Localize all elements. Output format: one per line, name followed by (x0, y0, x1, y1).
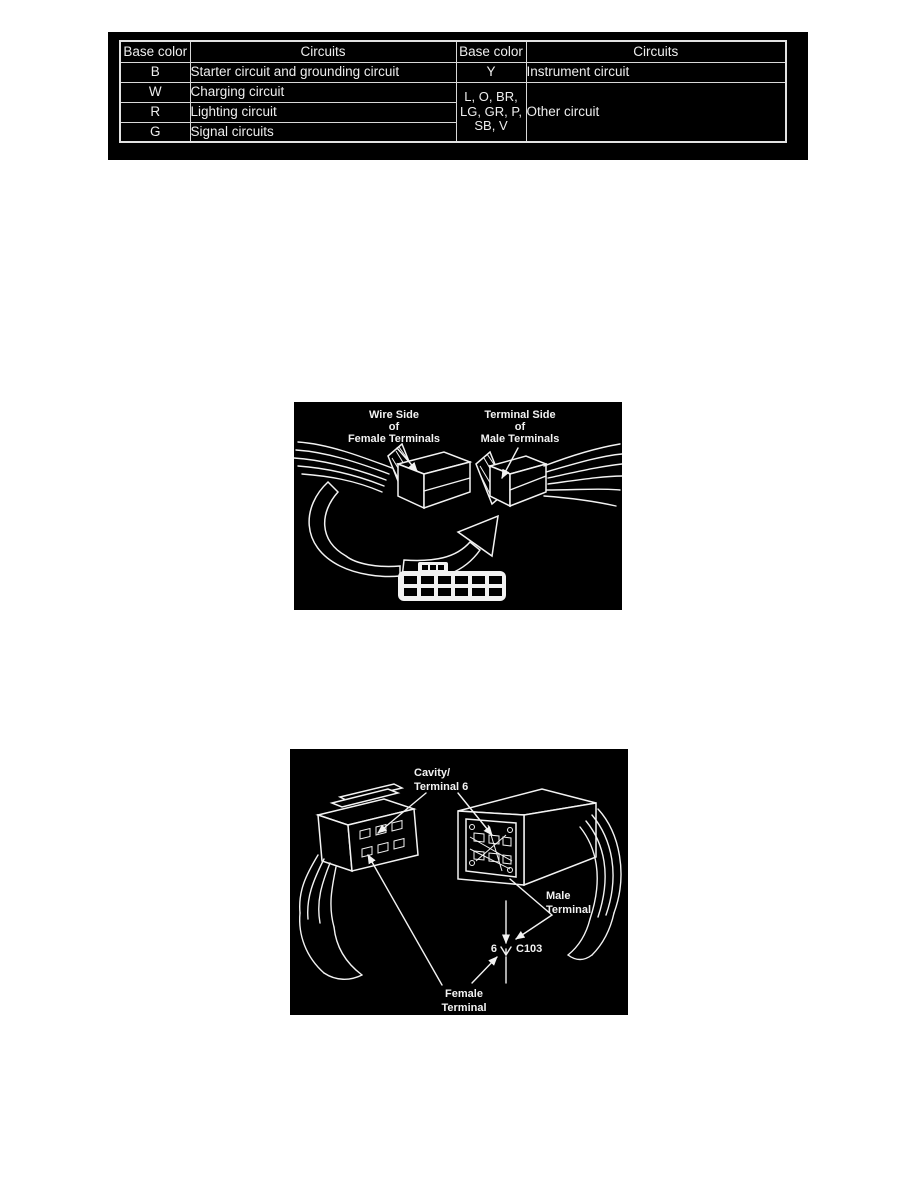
arrow-female-terminal (368, 855, 442, 985)
svg-text:Terminal Side: Terminal Side (484, 409, 556, 421)
cavity-number-label: 6 (490, 943, 497, 955)
female-connector-wires (300, 855, 362, 979)
circuit-cell: Charging circuit (190, 82, 456, 102)
merged-code-line: SB, V (474, 118, 508, 133)
merged-code-line: LG, GR, P, (460, 103, 522, 119)
arrow-from-female-label (472, 957, 497, 983)
terminal-side-label (481, 409, 560, 445)
table-header-row (120, 41, 786, 62)
circuit-cell: Starter circuit and grounding circuit (190, 62, 456, 82)
svg-text:Male Terminals: Male Terminals (480, 433, 560, 445)
svg-text:Terminal: Terminal (441, 1002, 487, 1014)
terminal-sides-drawing (294, 402, 622, 610)
svg-text:Female: Female (445, 988, 483, 1000)
header-circuits-left: Circuits (190, 41, 456, 62)
base-color-cell: Y (456, 62, 526, 82)
table-row (120, 82, 786, 102)
circuit-cell: Signal circuits (190, 122, 456, 142)
male-terminal-label (546, 890, 591, 916)
merged-base-colors-cell (456, 82, 526, 142)
cavity-terminal-drawing (290, 749, 628, 1015)
female-terminal-label (441, 988, 486, 1014)
female-connector-drawing (388, 444, 470, 508)
cavity-terminal-label (414, 767, 468, 793)
wire-color-table-panel (108, 32, 808, 160)
wire-side-label (348, 409, 440, 445)
svg-text:Cavity/: Cavity/ (414, 767, 451, 779)
circuit-cell: Lighting circuit (190, 102, 456, 122)
terminal-junction-icon (501, 947, 511, 955)
svg-text:Female Terminals: Female Terminals (347, 433, 441, 445)
svg-text:of: of (388, 421, 400, 433)
header-base-color-right: Base color (456, 41, 526, 62)
svg-text:Terminal 6: Terminal 6 (414, 781, 469, 793)
cavity-terminal-figure (290, 749, 628, 1015)
circuit-cell: Instrument circuit (526, 62, 786, 82)
svg-text:Wire Side: Wire Side (368, 409, 420, 421)
base-color-cell: G (120, 122, 190, 142)
svg-text:of: of (514, 421, 526, 433)
base-color-cell: R (120, 102, 190, 122)
header-circuits-right: Circuits (526, 41, 786, 62)
merged-code-line: L, O, BR, (464, 89, 518, 104)
base-color-cell: W (120, 82, 190, 102)
female-connector-wires (294, 442, 392, 492)
male-connector-wires (544, 444, 622, 506)
svg-text:Male: Male (546, 890, 571, 902)
base-color-cell: B (120, 62, 190, 82)
female-connector-drawing (318, 784, 418, 871)
connector-code-label: C103 (516, 943, 543, 955)
wire-color-table (119, 40, 787, 143)
terminal-sides-figure (294, 402, 622, 610)
male-connector-drawing (458, 789, 596, 885)
header-base-color-left: Base color (120, 41, 190, 62)
circuit-cell: Other circuit (526, 82, 786, 142)
table-row (120, 62, 786, 82)
svg-text:Terminal: Terminal (546, 904, 592, 916)
